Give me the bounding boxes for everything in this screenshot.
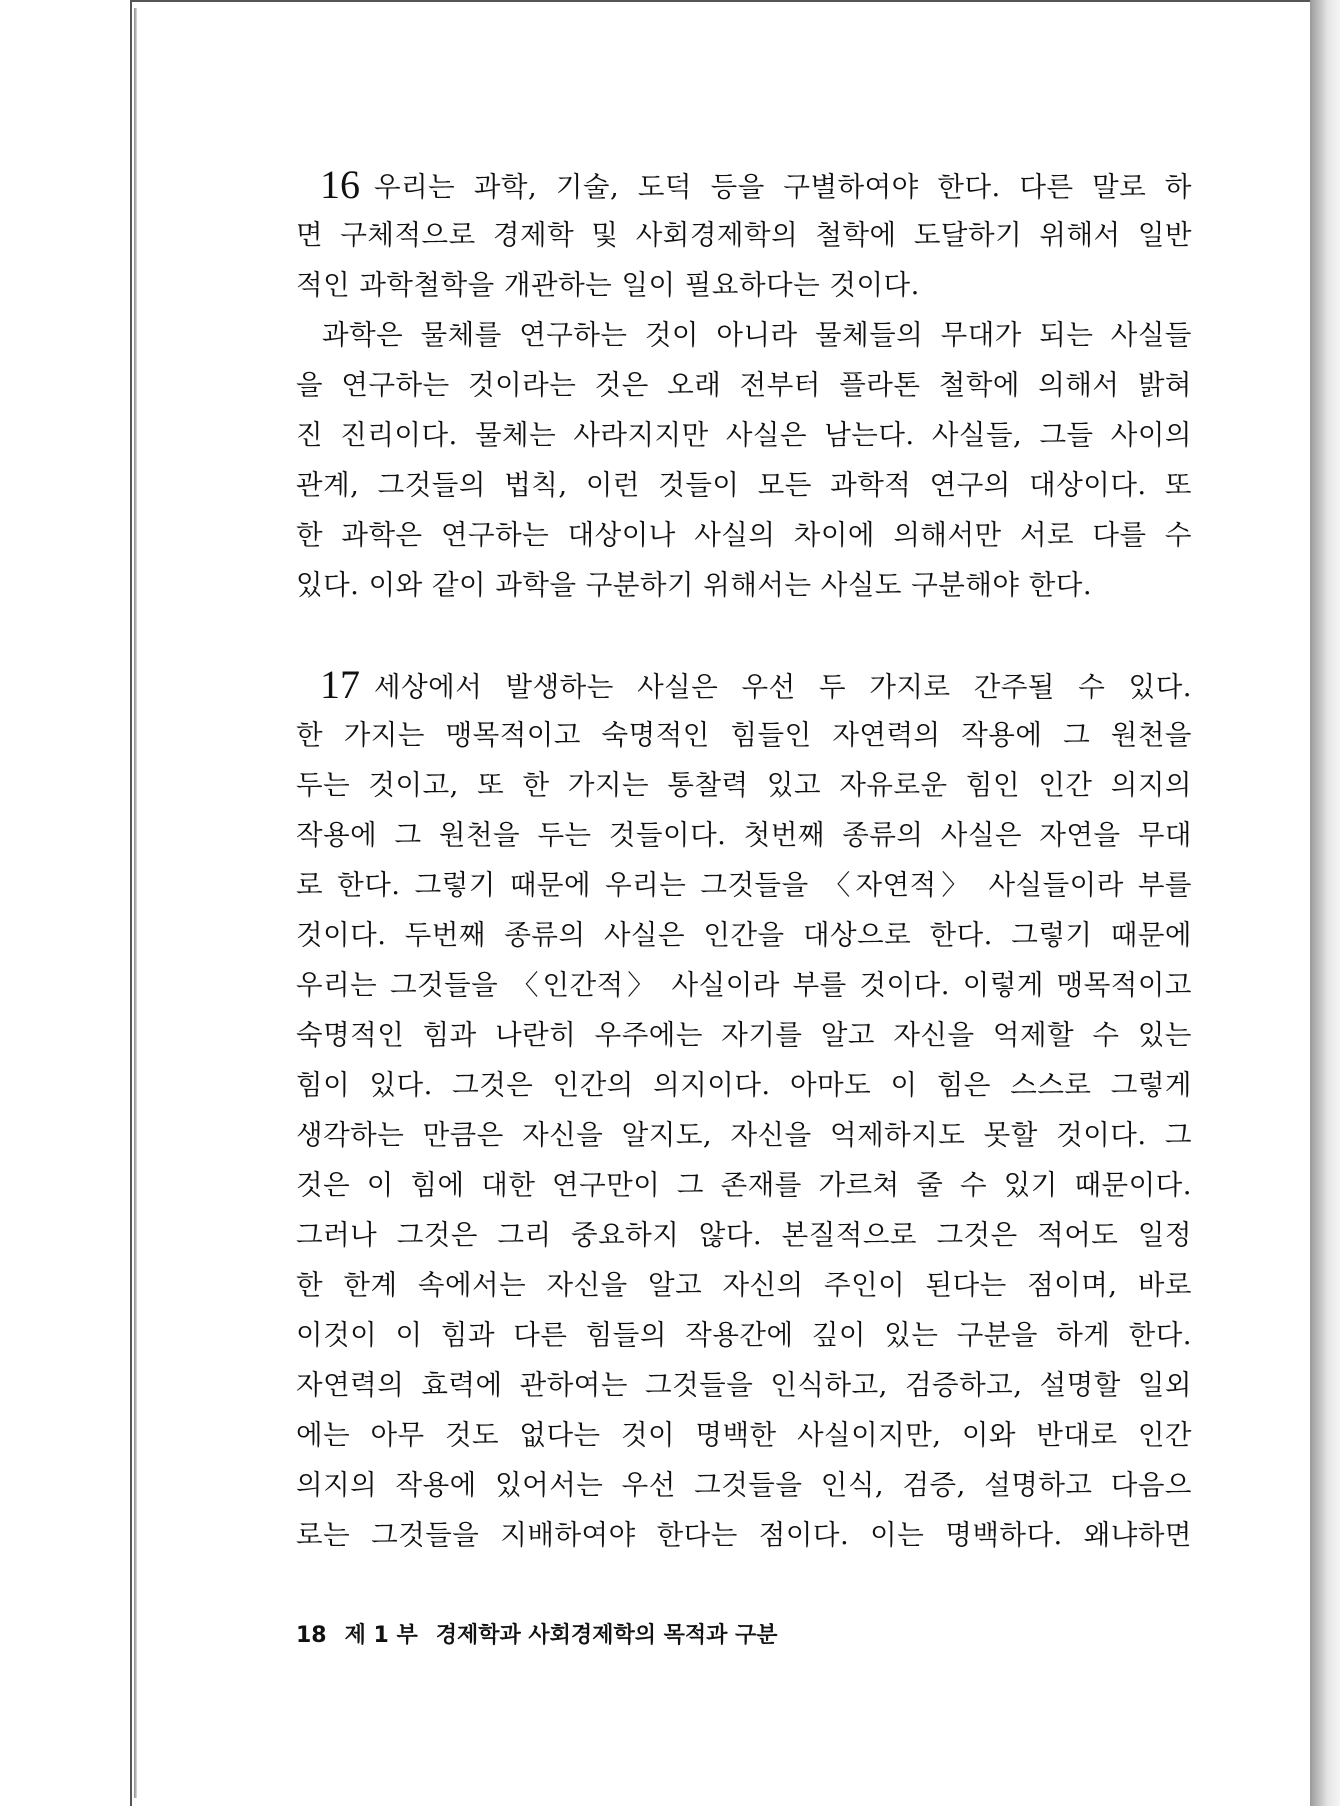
paragraph-line: 진 진리이다. 물체는 사라지지만 사실은 남는다. 사실들, 그들 사이의 — [296, 419, 1192, 451]
section-number: 16 — [320, 162, 360, 207]
paragraph-line: 한 과학은 연구하는 대상이나 사실의 차이에 의해서만 서로 다를 수 — [296, 519, 1192, 551]
paragraph-line: 생각하는 만큼은 자신을 알지도, 자신을 억제하지도 못할 것이다. 그 — [296, 1119, 1192, 1151]
running-title: 경제학과 사회경제학의 목적과 구분 — [435, 1623, 778, 1648]
paragraph-line: 한 가지는 맹목적이고 숙명적인 힘들인 자연력의 작용에 그 원천을 — [296, 719, 1192, 751]
paragraph-line: 그러나 그것은 그리 중요하지 않다. 본질적으로 그것은 적어도 일정 — [296, 1219, 1192, 1251]
line-text: 우리는 과학, 기술, 도덕 등을 구별하여야 한다. 다른 말로 하 — [374, 171, 1192, 203]
paragraph-line: 적인 과학철학을 개관하는 일이 필요하다는 것이다. — [296, 269, 920, 301]
page-number: 18 — [296, 1623, 327, 1648]
paragraph-line: 한 한계 속에서는 자신을 알고 자신의 주인이 된다는 점이며, 바로 — [296, 1269, 1192, 1301]
page-edge — [134, 8, 137, 1798]
paragraph-line: 로 한다. 그렇기 때문에 우리는 그것들을 〈자연적〉 사실들이라 부를 — [296, 869, 1192, 901]
paragraph-line: 우리는 그것들을 〈인간적〉 사실이라 부를 것이다. 이렇게 맹목적이고 — [296, 969, 1192, 1001]
paragraph-line: 있다. 이와 같이 과학을 구분하기 위해서는 사실도 구분해야 한다. — [296, 569, 1093, 601]
paragraph-line: 면 구체적으로 경제학 및 사회경제학의 철학에 도달하기 위해서 일반 — [296, 219, 1192, 251]
paragraph-line: 을 연구하는 것이라는 것은 오래 전부터 플라톤 철학에 의해서 밝혀 — [296, 369, 1192, 401]
paragraph-line: 것은 이 힘에 대한 연구만이 그 존재를 가르쳐 줄 수 있기 때문이다. — [296, 1169, 1192, 1201]
paragraph-line: 작용에 그 원천을 두는 것들이다. 첫번째 종류의 사실은 자연을 무대 — [296, 819, 1192, 851]
paragraph-line: 의지의 작용에 있어서는 우선 그것들을 인식, 검증, 설명하고 다음으 — [296, 1469, 1192, 1501]
paragraph-line: 자연력의 효력에 관하여는 그것들을 인식하고, 검증하고, 설명할 일외 — [296, 1369, 1192, 1401]
paragraph-line: 두는 것이고, 또 한 가지는 통찰력 있고 자유로운 힘인 인간 의지의 — [296, 769, 1192, 801]
paragraph-line: 이것이 이 힘과 다른 힘들의 작용간에 깊이 있는 구분을 하게 한다. — [296, 1319, 1192, 1351]
paragraph-line: 에는 아무 것도 없다는 것이 명백한 사실이지만, 이와 반대로 인간 — [296, 1419, 1192, 1451]
paragraph-line: 과학은 물체를 연구하는 것이 아니라 물체들의 무대가 되는 사실들 — [322, 319, 1192, 351]
section-16 — [296, 160, 1192, 610]
paragraph-line: 로는 그것들을 지배하여야 한다는 점이다. 이는 명백하다. 왜냐하면 — [296, 1519, 1192, 1551]
paragraph-line — [296, 160, 1192, 210]
paragraph-line: 숙명적인 힘과 나란히 우주에는 자기를 알고 자신을 억제할 수 있는 — [296, 1019, 1192, 1051]
page-shadow-right — [1310, 0, 1340, 1806]
paragraph-line: 관계, 그것들의 법칙, 이런 것들이 모든 과학적 연구의 대상이다. 또 — [296, 469, 1192, 501]
part-label: 제 1 부 — [344, 1623, 418, 1648]
section-17 — [296, 660, 1192, 1560]
page-body — [296, 160, 1192, 1560]
paragraph-line — [296, 660, 1192, 710]
section-number: 17 — [320, 662, 360, 707]
scan-margin-left — [0, 0, 130, 1806]
running-footer — [296, 1618, 778, 1649]
paragraph-line: 것이다. 두번째 종류의 사실은 인간을 대상으로 한다. 그렇기 때문에 — [296, 919, 1192, 951]
paragraph-line: 힘이 있다. 그것은 인간의 의지이다. 아마도 이 힘은 스스로 그렇게 — [296, 1069, 1192, 1101]
line-text: 세상에서 발생하는 사실은 우선 두 가지로 간주될 수 있다. — [374, 671, 1192, 703]
